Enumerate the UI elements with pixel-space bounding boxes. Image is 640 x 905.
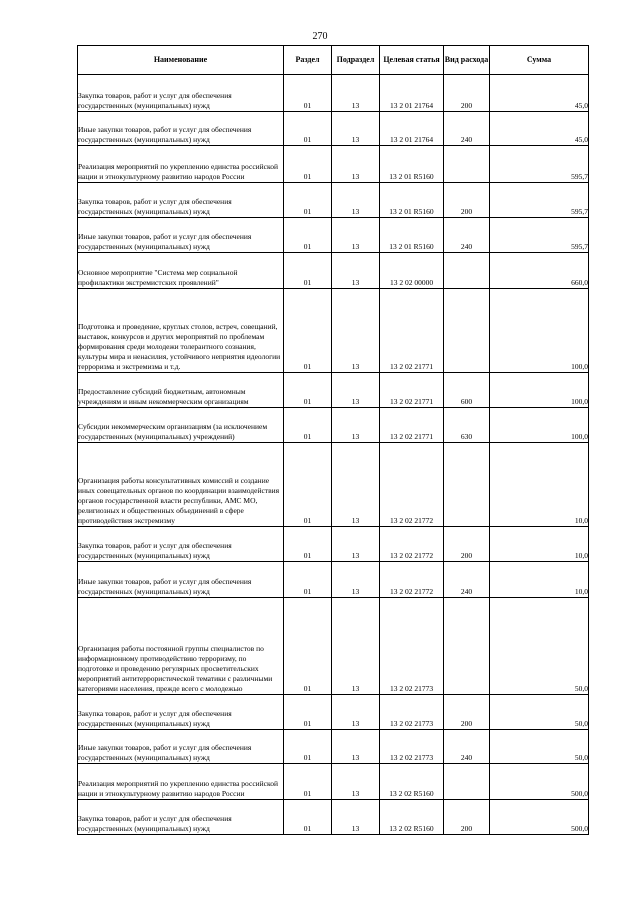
row-section: 01	[284, 562, 332, 598]
row-subsection: 13	[332, 253, 380, 289]
row-section: 01	[284, 373, 332, 408]
row-target: 13 2 01 R5160	[380, 146, 444, 183]
row-target: 13 2 01 21764	[380, 112, 444, 146]
table-row	[78, 598, 589, 695]
row-name: Иные закупки товаров, работ и услуг для обеспечения государственных (муниципальных) нужд	[78, 125, 252, 144]
table-row	[78, 75, 589, 112]
row-name-cell	[78, 289, 284, 373]
row-name: Предоставление субсидий бюджетным, автономным учреждениям и иным некоммерческим организациям	[78, 387, 249, 406]
row-expense: 600	[444, 373, 490, 408]
row-name: Организация работы постоянной группы специалистов по информационному противодействию терроризму, по подготовке и проведению регулярных просветительских мероприятий антитеррористической тематики с различными категориями населения, прежде всего с молодежью	[78, 644, 273, 693]
row-name-cell	[78, 527, 284, 562]
row-name-cell	[78, 443, 284, 527]
row-name-cell	[78, 183, 284, 218]
table-row	[78, 253, 589, 289]
row-sum: 595,7	[490, 146, 589, 183]
row-sum: 660,0	[490, 253, 589, 289]
row-sum: 45,0	[490, 75, 589, 112]
row-section: 01	[284, 146, 332, 183]
row-subsection: 13	[332, 695, 380, 730]
table-row	[78, 112, 589, 146]
row-sum: 50,0	[490, 598, 589, 695]
row-sum: 50,0	[490, 695, 589, 730]
row-name: Основное мероприятие "Система мер социальной профилактики экстремистских проявлений"	[78, 268, 238, 287]
row-sum: 10,0	[490, 562, 589, 598]
row-expense	[444, 764, 490, 800]
row-target: 13 2 01 R5160	[380, 183, 444, 218]
table-row	[78, 408, 589, 443]
row-sum: 10,0	[490, 527, 589, 562]
row-subsection: 13	[332, 730, 380, 764]
header-name: Наименование	[78, 46, 284, 75]
row-name-cell	[78, 800, 284, 835]
row-sum: 100,0	[490, 289, 589, 373]
page-number: 270	[312, 31, 328, 42]
row-name-cell	[78, 408, 284, 443]
row-name-cell	[78, 598, 284, 695]
row-subsection: 13	[332, 218, 380, 253]
header-section: Раздел	[284, 46, 332, 75]
table-row	[78, 695, 589, 730]
row-target: 13 2 01 21764	[380, 75, 444, 112]
row-subsection: 13	[332, 146, 380, 183]
table-row	[78, 800, 589, 835]
row-target: 13 2 02 R5160	[380, 800, 444, 835]
row-name: Закупка товаров, работ и услуг для обеспечения государственных (муниципальных) нужд	[78, 814, 232, 833]
row-name-cell	[78, 764, 284, 800]
table-row	[78, 183, 589, 218]
row-name: Закупка товаров, работ и услуг для обеспечения государственных (муниципальных) нужд	[78, 91, 232, 110]
row-section: 01	[284, 218, 332, 253]
row-section: 01	[284, 443, 332, 527]
row-subsection: 13	[332, 562, 380, 598]
table-header	[78, 46, 589, 75]
row-name: Закупка товаров, работ и услуг для обеспечения государственных (муниципальных) нужд	[78, 709, 232, 728]
table-row	[78, 527, 589, 562]
row-name: Реализация мероприятий по укреплению единства российской нации и этнокультурному развитию народов России	[78, 779, 279, 798]
row-subsection: 13	[332, 408, 380, 443]
row-section: 01	[284, 764, 332, 800]
row-sum: 50,0	[490, 730, 589, 764]
row-expense: 200	[444, 695, 490, 730]
row-expense: 200	[444, 183, 490, 218]
table-row	[78, 289, 589, 373]
row-section: 01	[284, 695, 332, 730]
table-row	[78, 146, 589, 183]
row-expense	[444, 289, 490, 373]
row-target: 13 2 02 21773	[380, 730, 444, 764]
header-subsection: Подраздел	[332, 46, 380, 75]
row-target: 13 2 01 R5160	[380, 218, 444, 253]
table-row	[78, 373, 589, 408]
row-sum: 595,7	[490, 218, 589, 253]
row-name: Иные закупки товаров, работ и услуг для обеспечения государственных (муниципальных) нужд	[78, 232, 252, 251]
table-body	[78, 75, 589, 835]
row-name-cell	[78, 218, 284, 253]
row-target: 13 2 02 00000	[380, 253, 444, 289]
row-name-cell	[78, 112, 284, 146]
row-subsection: 13	[332, 289, 380, 373]
header-target: Целевая статья	[380, 46, 444, 75]
row-target: 13 2 02 21772	[380, 562, 444, 598]
row-section: 01	[284, 800, 332, 835]
row-name: Закупка товаров, работ и услуг для обеспечения государственных (муниципальных) нужд	[78, 197, 232, 216]
row-target: 13 2 02 21771	[380, 289, 444, 373]
row-name: Закупка товаров, работ и услуг для обеспечения государственных (муниципальных) нужд	[78, 541, 232, 560]
row-section: 01	[284, 75, 332, 112]
table-row	[78, 730, 589, 764]
row-sum: 500,0	[490, 764, 589, 800]
row-expense: 630	[444, 408, 490, 443]
row-expense	[444, 443, 490, 527]
row-name: Субсидии некоммерческим организациям (за исключением государственных (муниципальных) учреждений)	[78, 422, 268, 441]
row-sum: 10,0	[490, 443, 589, 527]
row-subsection: 13	[332, 443, 380, 527]
row-section: 01	[284, 408, 332, 443]
row-expense: 240	[444, 730, 490, 764]
row-name: Иные закупки товаров, работ и услуг для обеспечения государственных (муниципальных) нужд	[78, 577, 252, 596]
row-target: 13 2 02 21771	[380, 373, 444, 408]
row-expense: 240	[444, 112, 490, 146]
row-section: 01	[284, 253, 332, 289]
row-name-cell	[78, 373, 284, 408]
row-sum: 45,0	[490, 112, 589, 146]
row-subsection: 13	[332, 75, 380, 112]
row-expense	[444, 146, 490, 183]
row-sum: 500,0	[490, 800, 589, 835]
row-expense: 240	[444, 562, 490, 598]
row-sum: 100,0	[490, 373, 589, 408]
row-subsection: 13	[332, 373, 380, 408]
row-expense: 200	[444, 527, 490, 562]
row-target: 13 2 02 21771	[380, 408, 444, 443]
row-name: Организация работы консультативных комиссий и создание иных совещательных органов по координации взаимодействия органов государственной власти республики, АМС МО, религиозных и общественных объединений в сфере противодействия экстремизму	[78, 476, 280, 525]
row-name: Реализация мероприятий по укреплению единства российской нации и этнокультурному развитию народов России	[78, 162, 279, 181]
header-sum: Сумма	[490, 46, 589, 75]
row-subsection: 13	[332, 764, 380, 800]
row-sum: 595,7	[490, 183, 589, 218]
row-section: 01	[284, 598, 332, 695]
row-subsection: 13	[332, 527, 380, 562]
row-name-cell	[78, 730, 284, 764]
row-expense: 200	[444, 75, 490, 112]
row-subsection: 13	[332, 598, 380, 695]
row-name-cell	[78, 562, 284, 598]
row-expense: 240	[444, 218, 490, 253]
table-row	[78, 562, 589, 598]
row-expense	[444, 598, 490, 695]
row-target: 13 2 02 R5160	[380, 764, 444, 800]
row-target: 13 2 02 21773	[380, 695, 444, 730]
table-row	[78, 443, 589, 527]
row-section: 01	[284, 527, 332, 562]
row-section: 01	[284, 730, 332, 764]
row-name: Иные закупки товаров, работ и услуг для обеспечения государственных (муниципальных) нужд	[78, 743, 252, 762]
row-subsection: 13	[332, 800, 380, 835]
row-expense: 200	[444, 800, 490, 835]
row-name: Подготовка и проведение, круглых столов, встреч, совещаний, выставок, конкурсов и других мероприятий по проблемам формирования среди молодежи толерантного сознания, культуры мира и ненасилия, устойчивого неприятия идеологии терроризма и экстремизма и т.д.	[78, 322, 281, 371]
budget-table	[77, 45, 589, 835]
row-target: 13 2 02 21772	[380, 527, 444, 562]
row-sum: 100,0	[490, 408, 589, 443]
row-target: 13 2 02 21772	[380, 443, 444, 527]
row-target: 13 2 02 21773	[380, 598, 444, 695]
row-expense	[444, 253, 490, 289]
row-subsection: 13	[332, 112, 380, 146]
row-section: 01	[284, 289, 332, 373]
row-section: 01	[284, 112, 332, 146]
row-name-cell	[78, 695, 284, 730]
table-row	[78, 218, 589, 253]
header-row	[78, 46, 589, 75]
row-subsection: 13	[332, 183, 380, 218]
row-name-cell	[78, 146, 284, 183]
row-section: 01	[284, 183, 332, 218]
table-row	[78, 764, 589, 800]
row-name-cell	[78, 253, 284, 289]
header-expense: Вид расхода	[444, 46, 490, 75]
row-name-cell	[78, 75, 284, 112]
